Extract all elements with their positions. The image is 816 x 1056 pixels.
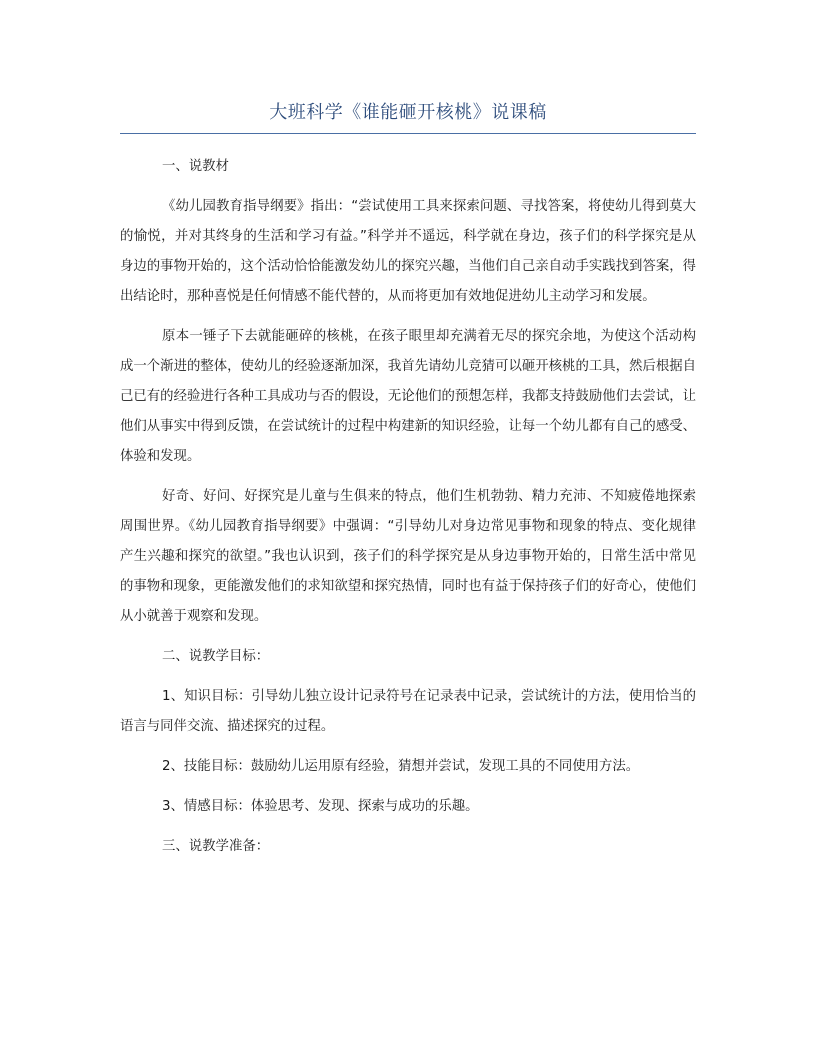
paragraph-1: 《幼儿园教育指导纲要》指出：“尝试使用工具来探索问题、寻找答案，将使幼儿得到莫大的愉悦，并对其终身的生活和学习有益。”科学并不遥远，科学就在身边，孩子们的科学探究是从身边的事物开始的，这个活动恰恰能激发幼儿的探究兴趣，当他们自己亲自动手实践找到答案，得出结论时，那种喜悦是任何情感不能代替的，从而将更加有效地促进幼儿主动学习和发展。	[120, 199, 696, 304]
section-heading-teaching-goals: 二、说教学目标：	[162, 649, 270, 664]
goal-emotion: 3、情感目标：体验思考、发现、探索与成功的乐趣。	[162, 799, 479, 814]
paragraph-3: 好奇、好问、好探究是儿童与生俱来的特点，他们生机勃勃、精力充沛、不知疲倦地探索周围世界。《幼儿园教育指导纲要》中强调：“引导幼儿对身边常见事物和现象的特点、变化规律产生兴趣和探究的欲望。”我也认识到，孩子们的科学探究是从身边事物开始的，日常生活中常见的事物和现象，更能激发他们的求知欲望和探究热情，同时也有益于保持孩子们的好奇心，使他们从小就善于观察和发现。	[120, 489, 696, 624]
goal-skill: 2、技能目标：鼓励幼儿运用原有经验，猜想并尝试，发现工具的不同使用方法。	[162, 759, 640, 774]
document-body	[120, 152, 696, 872]
section-heading-preparation: 三、说教学准备：	[162, 839, 270, 854]
paragraph-2: 原本一锤子下去就能砸碎的核桃，在孩子眼里却充满着无尽的探究余地，为使这个活动构成一个渐进的整体，使幼儿的经验逐渐加深，我首先请幼儿竞猜可以砸开核桃的工具，然后根据自己已有的经验进行各种工具成功与否的假设，无论他们的预想怎样，我都支持鼓励他们去尝试，让他们从事实中得到反馈，在尝试统计的过程中构建新的知识经验，让每一个幼儿都有自己的感受、体验和发现。	[120, 329, 696, 464]
section-heading-teaching-material: 一、说教材	[162, 159, 229, 174]
title-divider	[120, 133, 696, 134]
document-title: 大班科学《谁能砸开核桃》说课稿	[269, 102, 547, 123]
goal-knowledge: 1、知识目标：引导幼儿独立设计记录符号在记录表中记录，尝试统计的方法，使用恰当的语言与同伴交流、描述探究的过程。	[120, 689, 696, 734]
